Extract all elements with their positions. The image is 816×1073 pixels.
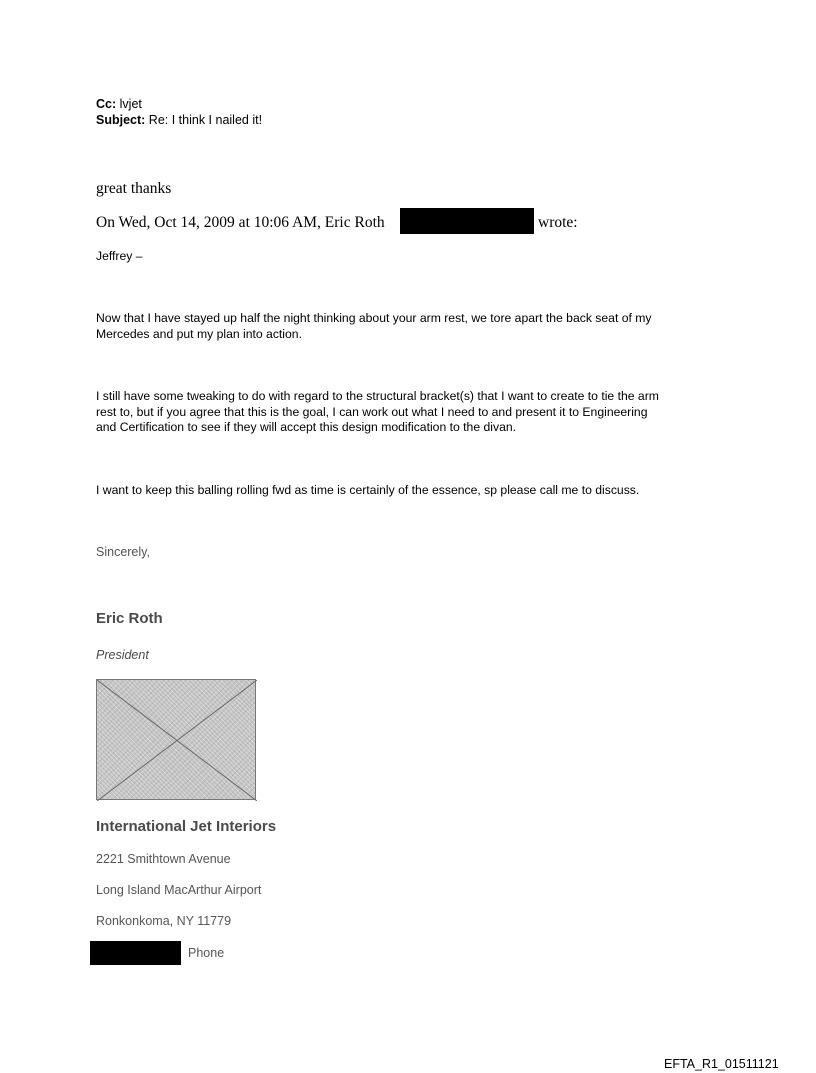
- document-id: EFTA_R1_01511121: [664, 1057, 779, 1071]
- cc-label: Cc:: [96, 97, 117, 111]
- paragraph-2-line: rest to, but if you agree that this is the goal, I can work out what I need to and present it to Engineering: [96, 404, 648, 419]
- subject-line: [96, 113, 262, 128]
- subject-value: Re: I think I nailed it!: [148, 113, 263, 127]
- paragraph-3: [96, 483, 736, 499]
- paragraph-1-line: Now that I have stayed up half the night thinking about your arm rest, we tore apart the back seat of my: [96, 311, 652, 325]
- closing: Sincerely,: [96, 545, 150, 559]
- paragraph-3-line: I want to keep this balling rolling fwd as time is certainly of the essence, sp please call me to discuss.: [96, 483, 640, 497]
- subject-label: Subject:: [96, 113, 146, 127]
- paragraph-2-line: I still have some tweaking to do with regard to the structural bracket(s) that I want to create to tie the arm: [96, 389, 659, 403]
- phone-label: Phone: [188, 946, 225, 960]
- address-line-3: Ronkonkoma, NY 11779: [96, 914, 232, 928]
- quote-intro-suffix: wrote:: [538, 214, 578, 231]
- redacted-email: [400, 208, 534, 234]
- company-name: International Jet Interiors: [96, 818, 277, 835]
- paragraph-2: [96, 389, 736, 436]
- greeting: Jeffrey –: [96, 249, 143, 263]
- paragraph-2-line: and Certification to see if they will accept this design modification to the divan.: [96, 420, 517, 434]
- reply-text: great thanks: [96, 180, 172, 197]
- address-line-1: 2221 Smithtown Avenue: [96, 852, 231, 866]
- address-line-2: Long Island MacArthur Airport: [96, 883, 262, 897]
- signature-title: President: [96, 648, 149, 662]
- paragraph-1: [96, 311, 736, 342]
- broken-image-icon: [97, 680, 257, 801]
- cc-value: lvjet: [119, 97, 142, 111]
- cc-line: [96, 97, 142, 112]
- signature-name: Eric Roth: [96, 610, 163, 627]
- quote-intro-prefix: On Wed, Oct 14, 2009 at 10:06 AM, Eric Roth: [96, 214, 385, 231]
- redacted-phone-number: [90, 941, 181, 965]
- paragraph-1-line: Mercedes and put my plan into action.: [96, 326, 302, 341]
- missing-image-placeholder: [96, 679, 256, 800]
